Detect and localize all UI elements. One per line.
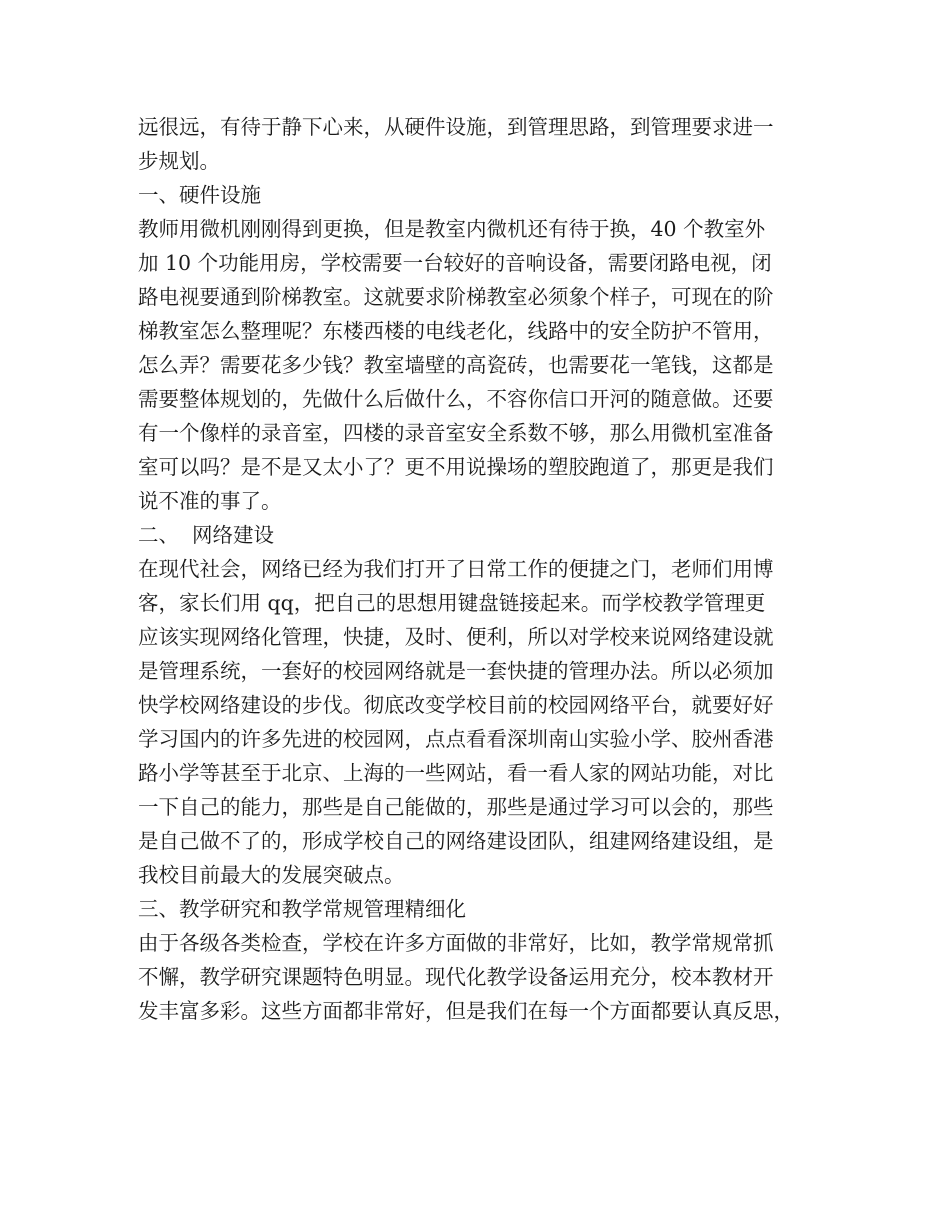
text-line: 路电视要通到阶梯教室。这就要求阶梯教室必须象个样子，可现在的阶 (138, 285, 774, 309)
text-line: 路小学等甚至于北京、上海的一些网站，看一看人家的网站功能，对比 (138, 761, 774, 785)
section-heading-hardware: 一、硬件设施 (138, 183, 261, 207)
text-line: 室可以吗？是不是又太小了？更不用说操场的塑胶跑道了，那更是我们 (138, 455, 774, 479)
text-line: 是管理系统，一套好的校园网络就是一套快捷的管理办法。所以必须加 (138, 659, 774, 683)
section-heading-teaching: 三、教学研究和教学常规管理精细化 (138, 897, 466, 921)
document-body (138, 110, 828, 1028)
text-line: 一下自己的能力，那些是自己能做的，那些是通过学习可以会的，那些 (138, 795, 774, 819)
text-line: 加 10 个功能用房，学校需要一台较好的音响设备，需要闭路电视，闭 (138, 251, 772, 275)
text-line: 需要整体规划的，先做什么后做什么，不容你信口开河的随意做。还要 (138, 387, 774, 411)
text-line: 学习国内的许多先进的校园网，点点看看深圳南山实验小学、胶州香港 (138, 727, 774, 751)
text-line: 是自己做不了的，形成学校自己的网络建设团队，组建网络建设组，是 (138, 829, 774, 853)
text-line: 快学校网络建设的步伐。彻底改变学校目前的校园网络平台，就要好好 (138, 693, 774, 717)
text-line: 不懈，教学研究课题特色明显。现代化教学设备运用充分，校本教材开 (138, 965, 774, 989)
text-line: 怎么弄？需要花多少钱？教室墙壁的高瓷砖，也需要花一笔钱，这都是 (138, 353, 774, 377)
paragraph-network (138, 552, 828, 892)
text-line: 发丰富多彩。这些方面都非常好，但是我们在每一个方面都要认真反思， (138, 999, 794, 1023)
text-line: 说不准的事了。 (138, 489, 282, 513)
text-line: 在现代社会，网络已经为我们打开了日常工作的便捷之门，老师们用博 (138, 557, 774, 581)
paragraph-hardware (138, 212, 828, 518)
paragraph-teaching (138, 926, 828, 1028)
text-line: 由于各级各类检查，学校在许多方面做的非常好，比如，教学常规常抓 (138, 931, 774, 955)
text-line: 远很远，有待于静下心来，从硬件设施，到管理思路，到管理要求进一 (138, 115, 774, 139)
text-line: 我校目前最大的发展突破点。 (138, 863, 405, 887)
paragraph-intro (138, 110, 828, 178)
text-line: 梯教室怎么整理呢？东楼西楼的电线老化，线路中的安全防护不管用， (138, 319, 774, 343)
text-line: 教师用微机刚刚得到更换，但是教室内微机还有待于换，40 个教室外 (138, 217, 766, 241)
text-line: 客，家长们用 qq，把自己的思想用键盘链接起来。而学校教学管理更 (138, 591, 766, 615)
text-line: 有一个像样的录音室，四楼的录音室安全系数不够，那么用微机室准备 (138, 421, 774, 445)
section-heading-network: 二、 网络建设 (138, 523, 275, 547)
text-line: 步规划。 (138, 149, 220, 173)
text-line: 应该实现网络化管理，快捷，及时、便利，所以对学校来说网络建设就 (138, 625, 774, 649)
